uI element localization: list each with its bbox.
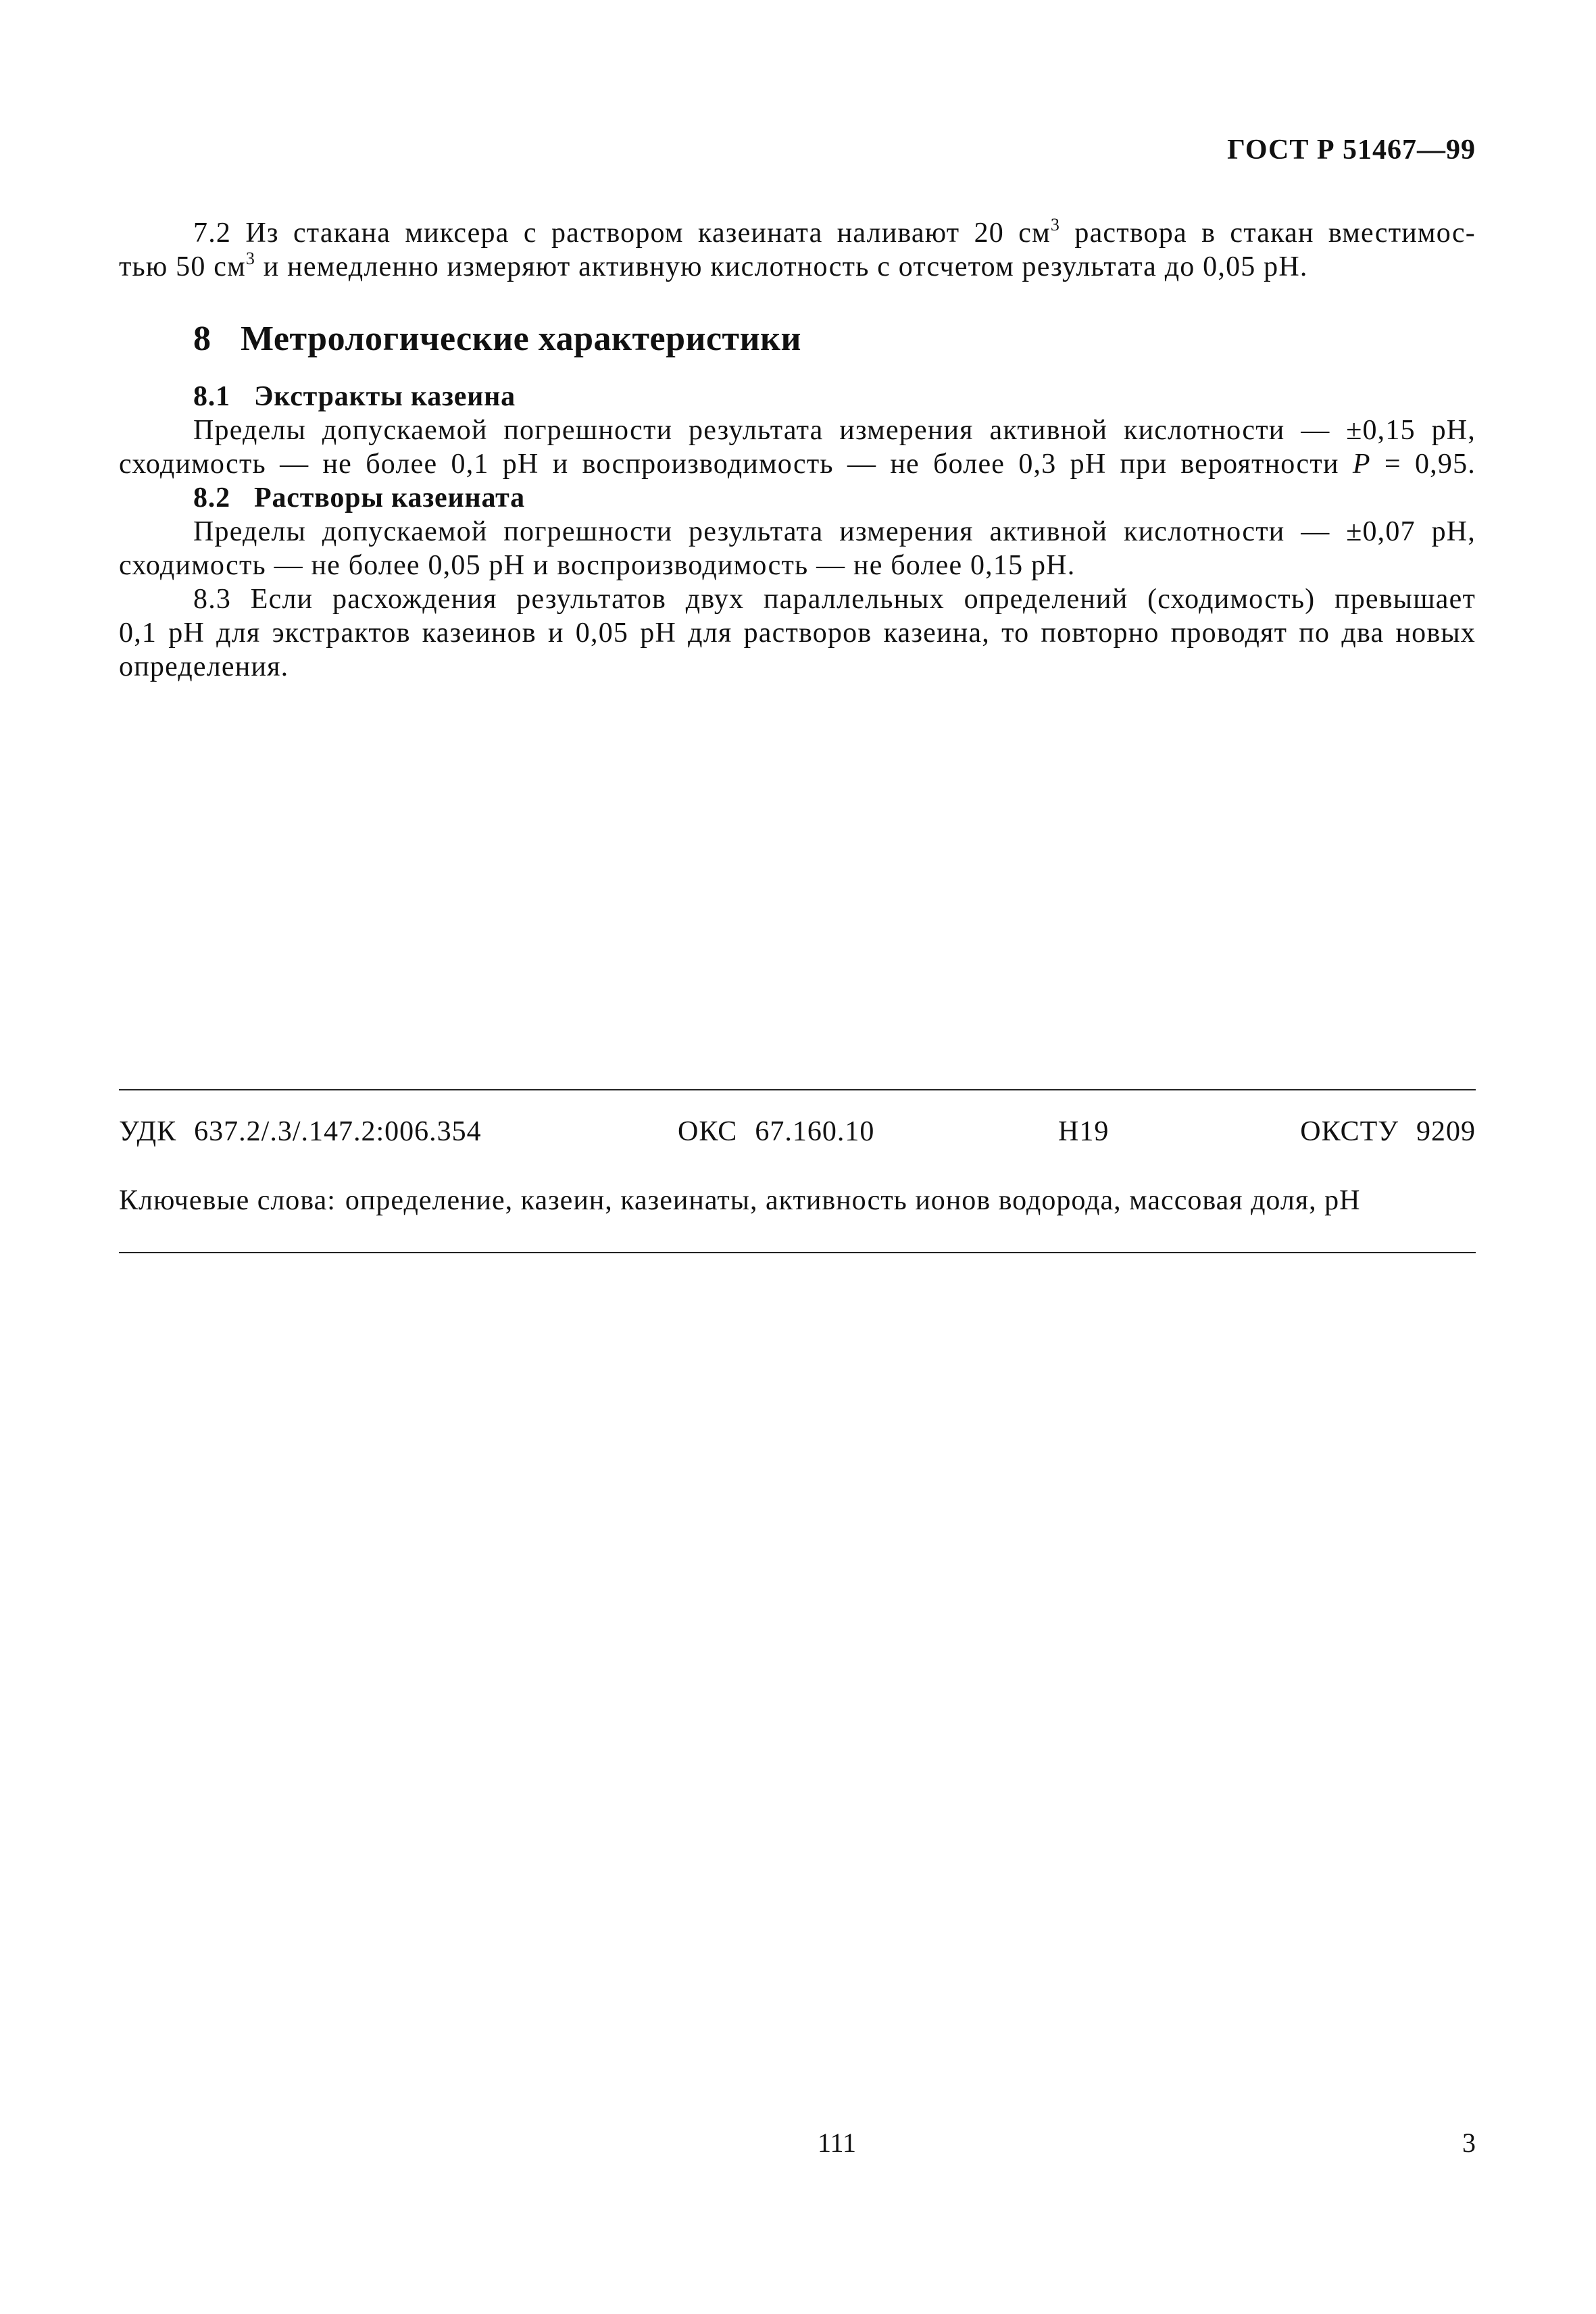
keywords-text: определение, казеин, казеинаты, активность ионов водорода, массовая доля, pH [345,1185,1361,1216]
paragraph-8-3-line-3: определения. [119,651,289,682]
paragraph-8-2-line-2: сходимость — не более 0,05 pH и воспроизводимость — не более 0,15 pH. [119,550,1076,581]
bottom-divider [119,1252,1476,1253]
top-divider [119,1089,1476,1090]
section-8-title: Метрологические характеристики [241,320,801,358]
subsection-8-2-number: 8.2 [193,482,230,513]
subsection-8-1-title: Экстракты казеина [254,381,516,412]
oks-value: 67.160.10 [755,1116,875,1147]
udk-code [119,1115,482,1149]
paragraph-8-2-line-1: Пределы допускаемой погрешности результата измерения активной кислотности — ±0,07 pH, [193,516,1476,547]
group-code: Н19 [1058,1116,1109,1147]
paragraph-8-3-line-1: 8.3 Если расхождения результатов двух параллельных определений (сходимость) превышает [193,584,1476,615]
probability-variable: P [1352,449,1371,480]
oks-label: ОКС [678,1116,738,1147]
standard-code: ГОСТ Р 51467—99 [1227,134,1476,166]
oks-code [678,1115,874,1149]
keywords [119,1184,1476,1217]
paragraph-7-2-line-2: тью 50 $см^3$ и немедленно измеряют активную кислотность с отсчетом результата до 0,05 pH. [119,249,1308,282]
okstu-label: ОКСТУ [1300,1116,1399,1147]
paragraph-7-2 [119,216,1476,284]
subsection-8-2-heading [119,481,1476,515]
section-8-heading [193,319,1476,359]
paragraph-8-1 [119,413,1476,481]
okstu-value: 9209 [1416,1116,1476,1147]
subsection-8-1-number: 8.1 [193,381,230,412]
page-number: 3 [1462,2128,1476,2158]
paragraph-8-3 [119,582,1476,684]
udk-label: УДК [119,1116,177,1147]
paragraph-7-2-line-1: 7.2 Из стакана миксера с раствором казеината наливают 20 $см^3$ раствора в стакан вместимос- [193,215,1476,249]
paragraph-8-3-line-2: 0,1 pH для экстрактов казеинов и 0,05 pH для растворов казеина, то повторно проводят по два новых [119,618,1476,649]
paragraph-8-2 [119,515,1476,582]
section-8-number: 8 [193,320,211,358]
document-body [119,216,1476,684]
okstu-code [1300,1115,1476,1149]
paragraph-8-1-line-2: сходимость — не более 0,1 pH и воспроизводимость — не более 0,3 pH при вероятности P = 0,95. [119,449,1476,480]
udk-value: 637.2/.3/.147.2:006.354 [194,1116,482,1147]
keywords-label: Ключевые слова: [119,1185,336,1216]
subsection-8-2-title: Растворы казеината [254,482,525,513]
print-number: 111 [818,2128,857,2158]
subsection-8-1-heading [119,380,1476,413]
paragraph-8-1-line-1: Пределы допускаемой погрешности результата измерения активной кислотности — ±0,15 pH, [193,415,1476,446]
